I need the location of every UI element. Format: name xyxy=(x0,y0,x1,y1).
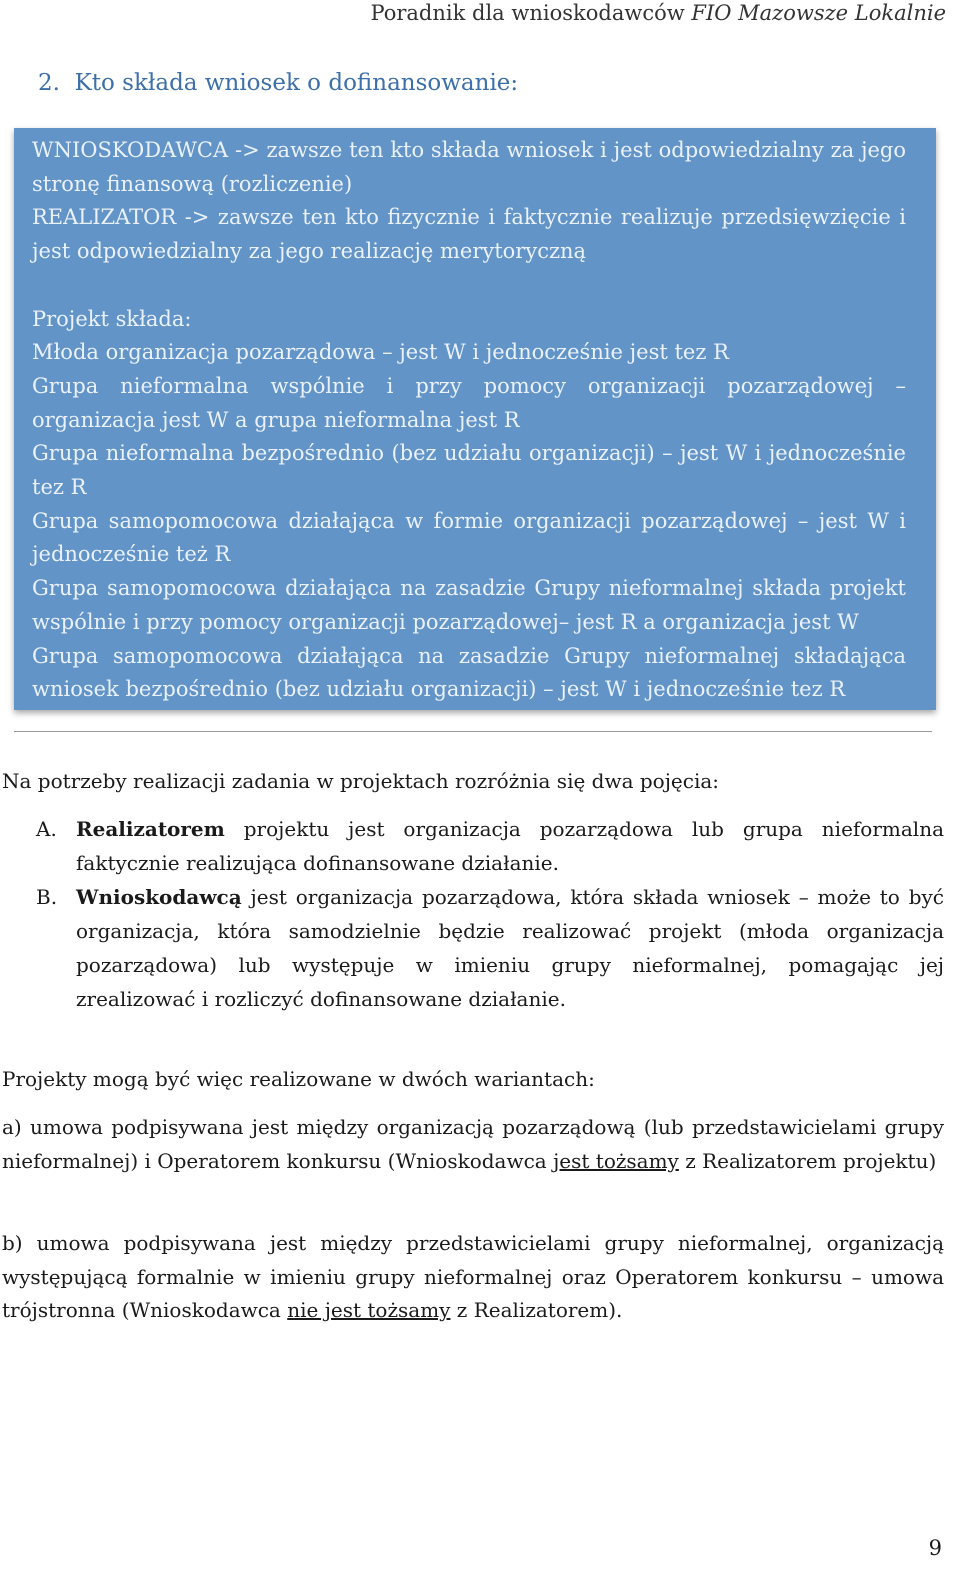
section-title: Kto składa wniosek o dofinansowanie: xyxy=(74,70,519,96)
variant-text-segment: z Realizatorem). xyxy=(450,1298,623,1323)
running-header xyxy=(370,0,946,26)
case-item: Grupa samopomocowa działająca w formie organizacji pozarządowej – jest W i jednocześnie też R xyxy=(32,508,906,567)
definition-callout-box xyxy=(14,128,936,710)
variant-b-paragraph xyxy=(2,1227,944,1328)
intro-paragraph-terms xyxy=(2,765,944,799)
variant-a-paragraph xyxy=(2,1111,944,1178)
page-number: 9 xyxy=(928,1536,942,1560)
variant-text-segment: b) umowa podpisywana jest między przedstawicielami grupy nieformalnej, organizacją występującą formalnie w imieniu grupy nieformalnej oraz Operatorem konkursu – umowa trójstronna (Wnioskodawca xyxy=(2,1231,944,1323)
terms-list xyxy=(2,813,944,1016)
case-item: Grupa samopomocowa działająca na zasadzie Grupy nieformalnej składająca wniosek bezpośrednio (bez udziału organizacji) – jest W i jednocześnie tez R xyxy=(32,643,906,702)
section-heading xyxy=(38,70,518,96)
term-item-wnioskodawca xyxy=(2,881,944,1016)
term-name: Wnioskodawcą xyxy=(76,885,242,910)
definition-wnioskodawca: WNIOSKODAWCA -> zawsze ten kto składa wniosek i jest odpowiedzialny za jego stronę finansową (rozliczenie) xyxy=(32,138,906,196)
list-marker: A. xyxy=(36,817,57,841)
variant-underlined-phrase: nie jest tożsamy xyxy=(287,1298,451,1323)
section-number: 2. xyxy=(38,70,60,96)
callout-spacer xyxy=(32,269,906,303)
term-name: Realizatorem xyxy=(76,817,225,841)
intro-paragraph-variants xyxy=(2,1063,944,1097)
case-item: Grupa nieformalna bezpośrednio (bez udziału organizacji) – jest W i jednocześnie tez R xyxy=(32,441,906,500)
horizontal-rule xyxy=(14,731,932,732)
variant-b-text xyxy=(2,1227,944,1328)
cases-title: Projekt składa: xyxy=(32,306,192,331)
term-definition: projektu jest organizacja pozarządowa lub grupa nieformalna faktycznie realizująca dofinansowane działanie. xyxy=(76,817,944,875)
case-item: Młoda organizacja pozarządowa – jest W i jednocześnie jest tez R xyxy=(32,340,729,365)
case-item: Grupa samopomocowa działająca na zasadzie Grupy nieformalnej składa projekt wspólnie i przy pomocy organizacji pozarządowej– jest R a organizacja jest W xyxy=(32,576,906,634)
running-header-title: Poradnik dla wnioskodawców xyxy=(370,1,692,25)
definition-realizator: REALIZATOR -> zawsze ten kto fizycznie i faktycznie realizuje przedsięwzięcie i jest odpowiedzialny za jego realizację merytoryczną xyxy=(32,205,906,264)
term-item-realizator xyxy=(2,813,944,880)
intro-text: Na potrzeby realizacji zadania w projektach rozróżnia się dwa pojęcia: xyxy=(2,769,720,793)
variant-a-text xyxy=(2,1111,944,1178)
variant-underlined-phrase: jest tożsamy xyxy=(553,1148,679,1173)
variant-text-segment: z Realizatorem projektu) xyxy=(678,1148,937,1173)
list-marker: B. xyxy=(36,885,58,910)
case-item: Grupa nieformalna wspólnie i przy pomocy organizacji pozarządowej – organizacja jest W a grupa nieformalna jest R xyxy=(32,373,906,432)
running-header-program: FIO Mazowsze Lokalnie xyxy=(691,1,946,25)
intro-text: Projekty mogą być więc realizowane w dwóch wariantach: xyxy=(2,1067,595,1091)
variant-text-segment: a) umowa podpisywana jest między organizacją pozarządową (lub przedstawicielami grupy nieformalnej) i Operatorem konkursu (Wnioskodawca xyxy=(2,1115,944,1173)
term-definition: jest organizacja pozarządowa, która składa wniosek – może to być organizacja, która samodzielnie będzie realizować projekt (młoda organizacja pozarządowa) lub występuje w imieniu grupy nieformalnej, pomagając jej zrealizować i rozliczyć dofinansowane działanie. xyxy=(76,885,944,1011)
